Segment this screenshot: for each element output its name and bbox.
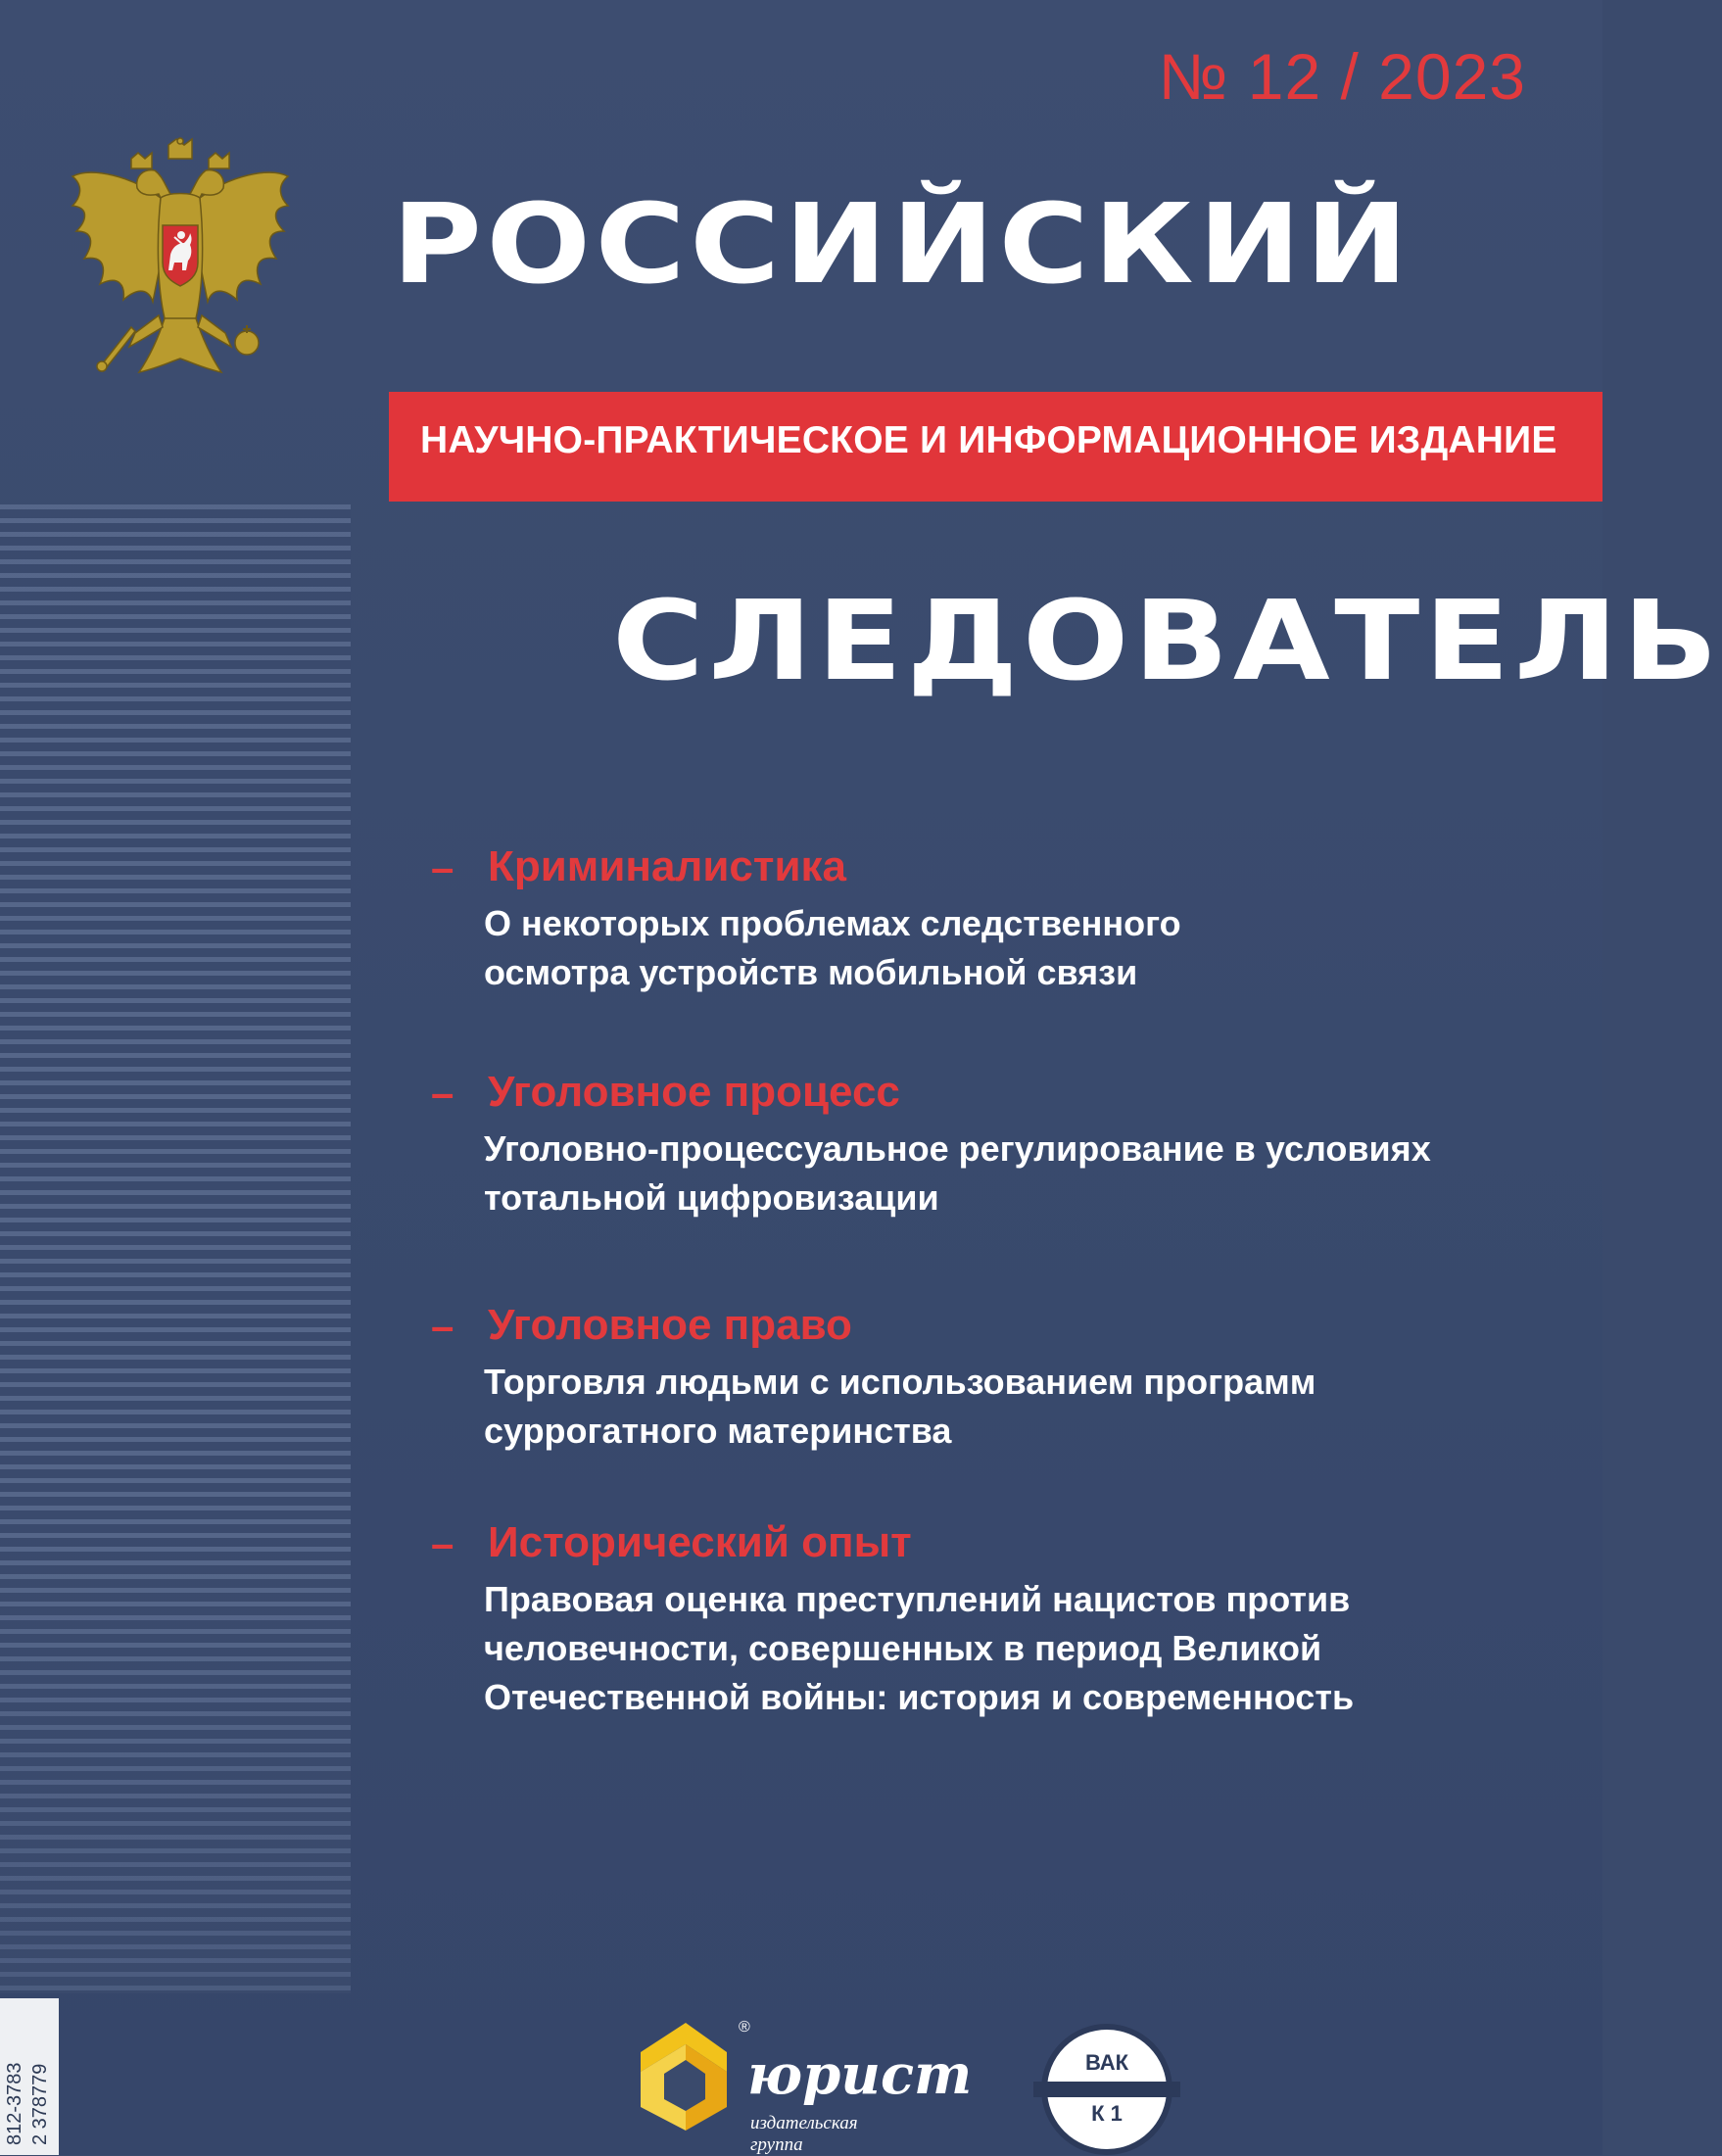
toc-line: осмотра устройств мобильной связи bbox=[484, 952, 1138, 992]
issue-number: № 12 / 2023 bbox=[1158, 40, 1526, 113]
toc-line: Уголовно-процессуальное регулирование в условиях bbox=[484, 1128, 1431, 1169]
vak-badge-icon bbox=[1033, 2013, 1180, 2155]
toc-line: тотальной цифровизации bbox=[484, 1177, 939, 1218]
publisher-subtitle: группа bbox=[750, 2134, 803, 2155]
subtitle-text: НАУЧНО-ПРАКТИЧЕСКОЕ И ИНФОРМАЦИОННОЕ ИЗДАНИЕ bbox=[420, 419, 1557, 461]
toc-article-title bbox=[484, 1358, 1522, 1456]
toc-heading: Криминалистика bbox=[488, 842, 846, 890]
subtitle-band bbox=[389, 392, 1602, 502]
publisher-subtitle: издательская bbox=[750, 2113, 858, 2133]
vak-label: ВАК bbox=[1084, 2050, 1129, 2075]
toc-heading: Уголовное процесс bbox=[488, 1068, 900, 1116]
issn-code-1: 812-3783 bbox=[4, 2062, 25, 2145]
toc-dash: – bbox=[431, 1303, 454, 1349]
toc-line: Отечественной войны: история и современность bbox=[484, 1677, 1355, 1717]
toc-dash: – bbox=[431, 1070, 454, 1116]
toc-line: человечности, совершенных в период Великой bbox=[484, 1628, 1322, 1668]
toc-article-title bbox=[484, 1575, 1522, 1722]
issn-strip bbox=[0, 1998, 59, 2155]
toc-article-title bbox=[484, 899, 1522, 997]
magazine-title-line-1: РОССИЙСКИЙ bbox=[392, 181, 1413, 309]
stripes-fade bbox=[0, 1567, 351, 1993]
toc-dash: – bbox=[431, 1520, 454, 1566]
toc-dash: – bbox=[431, 844, 454, 890]
magazine-title-line-2: СЛЕДОВАТЕЛЬ bbox=[612, 578, 1722, 705]
publisher-logo-icon bbox=[635, 2013, 733, 2155]
toc-heading: Исторический опыт bbox=[488, 1518, 912, 1566]
toc-line: Правовая оценка преступлений нацистов против bbox=[484, 1579, 1351, 1619]
publisher-name: юрист bbox=[747, 2042, 973, 2107]
russian-coat-of-arms-icon bbox=[63, 137, 298, 402]
issn-code-2: 2 378779 bbox=[29, 2063, 51, 2145]
vak-badge bbox=[1033, 2013, 1180, 2155]
toc-line: суррогатного материнства bbox=[484, 1411, 952, 1451]
toc-heading: Уголовное право bbox=[488, 1301, 852, 1349]
toc-article-title bbox=[484, 1125, 1522, 1222]
vak-category: К 1 bbox=[1091, 2101, 1123, 2126]
toc-line: Торговля людьми с использованием программ bbox=[484, 1362, 1316, 1402]
registered-mark: ® bbox=[739, 2019, 750, 2036]
publisher-logo bbox=[635, 2013, 973, 2155]
toc-line: О некоторых проблемах следственного bbox=[484, 903, 1181, 943]
